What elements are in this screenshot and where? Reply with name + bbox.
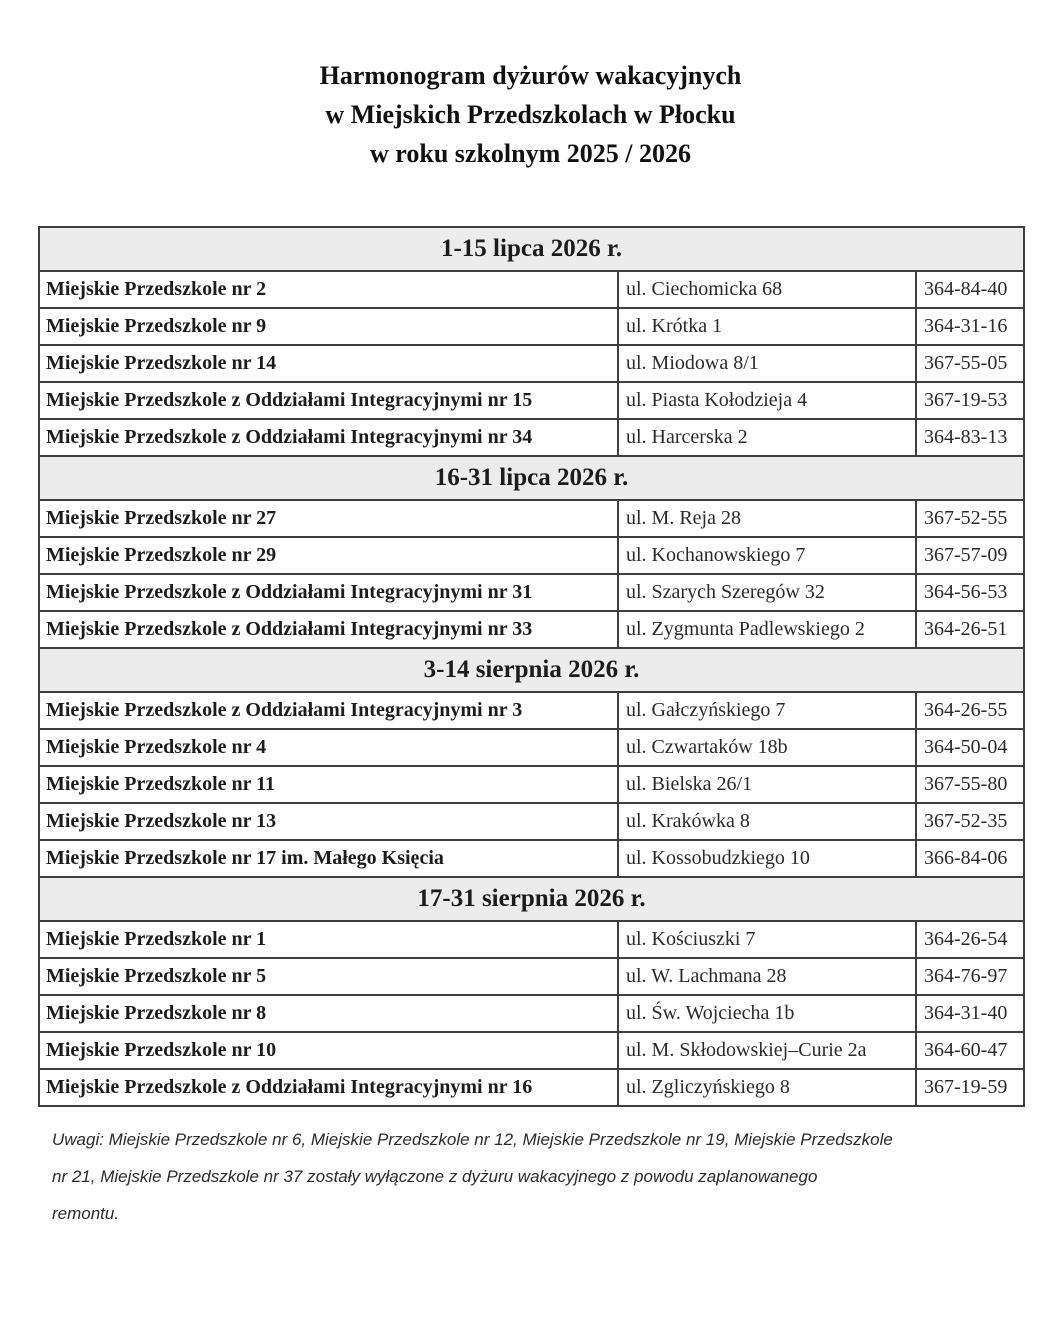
table-row bbox=[39, 308, 1024, 345]
preschool-address-cell: ul. Kochanowskiego 7 bbox=[618, 537, 916, 574]
section-date-header: 3-14 sierpnia 2026 r. bbox=[39, 648, 1024, 692]
table-row bbox=[39, 574, 1024, 611]
table-row bbox=[39, 271, 1024, 308]
table-row bbox=[39, 803, 1024, 840]
preschool-address-cell: ul. Bielska 26/1 bbox=[618, 766, 916, 803]
preschool-phone-cell: 364-83-13 bbox=[916, 419, 1024, 456]
preschool-name-cell: Miejskie Przedszkole z Oddziałami Integracyjnymi nr 31 bbox=[39, 574, 618, 611]
preschool-name-cell: Miejskie Przedszkole z Oddziałami Integracyjnymi nr 15 bbox=[39, 382, 618, 419]
preschool-address-cell: ul. Harcerska 2 bbox=[618, 419, 916, 456]
preschool-name-cell: Miejskie Przedszkole nr 27 bbox=[39, 500, 618, 537]
preschool-name-cell: Miejskie Przedszkole z Oddziałami Integracyjnymi nr 16 bbox=[39, 1069, 618, 1106]
preschool-phone-cell: 364-56-53 bbox=[916, 574, 1024, 611]
preschool-phone-cell: 367-55-80 bbox=[916, 766, 1024, 803]
preschool-phone-cell: 364-76-97 bbox=[916, 958, 1024, 995]
preschool-phone-cell: 364-26-51 bbox=[916, 611, 1024, 648]
table-row bbox=[39, 1032, 1024, 1069]
preschool-address-cell: ul. Piasta Kołodzieja 4 bbox=[618, 382, 916, 419]
duty-schedule-table bbox=[38, 226, 1025, 1107]
section-header-row bbox=[39, 648, 1024, 692]
section-date-header: 17-31 sierpnia 2026 r. bbox=[39, 877, 1024, 921]
preschool-name-cell: Miejskie Przedszkole nr 2 bbox=[39, 271, 618, 308]
section-date-header: 16-31 lipca 2026 r. bbox=[39, 456, 1024, 500]
preschool-address-cell: ul. Szarych Szeregów 32 bbox=[618, 574, 916, 611]
preschool-name-cell: Miejskie Przedszkole nr 10 bbox=[39, 1032, 618, 1069]
preschool-address-cell: ul. Krakówka 8 bbox=[618, 803, 916, 840]
preschool-name-cell: Miejskie Przedszkole nr 5 bbox=[39, 958, 618, 995]
preschool-phone-cell: 367-52-35 bbox=[916, 803, 1024, 840]
table-row bbox=[39, 958, 1024, 995]
table-row bbox=[39, 419, 1024, 456]
preschool-address-cell: ul. Św. Wojciecha 1b bbox=[618, 995, 916, 1032]
preschool-address-cell: ul. Zygmunta Padlewskiego 2 bbox=[618, 611, 916, 648]
preschool-phone-cell: 367-55-05 bbox=[916, 345, 1024, 382]
table-row bbox=[39, 382, 1024, 419]
table-row bbox=[39, 1069, 1024, 1106]
preschool-phone-cell: 364-84-40 bbox=[916, 271, 1024, 308]
preschool-address-cell: ul. Czwartaków 18b bbox=[618, 729, 916, 766]
footer-note-line-3: remontu. bbox=[52, 1204, 120, 1223]
preschool-phone-cell: 366-84-06 bbox=[916, 840, 1024, 877]
preschool-phone-cell: 364-26-55 bbox=[916, 692, 1024, 729]
preschool-phone-cell: 367-52-55 bbox=[916, 500, 1024, 537]
preschool-address-cell: ul. Zgliczyńskiego 8 bbox=[618, 1069, 916, 1106]
preschool-name-cell: Miejskie Przedszkole nr 4 bbox=[39, 729, 618, 766]
table-row bbox=[39, 840, 1024, 877]
preschool-phone-cell: 367-19-53 bbox=[916, 382, 1024, 419]
table-row bbox=[39, 537, 1024, 574]
preschool-address-cell: ul. M. Skłodowskiej–Curie 2a bbox=[618, 1032, 916, 1069]
preschool-address-cell: ul. Kościuszki 7 bbox=[618, 921, 916, 958]
preschool-phone-cell: 364-26-54 bbox=[916, 921, 1024, 958]
preschool-phone-cell: 367-19-59 bbox=[916, 1069, 1024, 1106]
section-header-row bbox=[39, 456, 1024, 500]
title-line-1: Harmonogram dyżurów wakacyjnych bbox=[319, 61, 742, 90]
preschool-name-cell: Miejskie Przedszkole nr 11 bbox=[39, 766, 618, 803]
preschool-phone-cell: 364-60-47 bbox=[916, 1032, 1024, 1069]
footer-note-line-1: Uwagi: Miejskie Przedszkole nr 6, Miejskie Przedszkole nr 12, Miejskie Przedszkole nr 19, Miejskie Przedszkole bbox=[52, 1130, 893, 1149]
section-header-row bbox=[39, 227, 1024, 271]
preschool-name-cell: Miejskie Przedszkole z Oddziałami Integracyjnymi nr 34 bbox=[39, 419, 618, 456]
preschool-phone-cell: 367-57-09 bbox=[916, 537, 1024, 574]
schedule-table-body bbox=[39, 227, 1024, 1106]
preschool-name-cell: Miejskie Przedszkole nr 29 bbox=[39, 537, 618, 574]
table-row bbox=[39, 766, 1024, 803]
preschool-address-cell: ul. Kossobudzkiego 10 bbox=[618, 840, 916, 877]
preschool-name-cell: Miejskie Przedszkole nr 9 bbox=[39, 308, 618, 345]
preschool-name-cell: Miejskie Przedszkole nr 1 bbox=[39, 921, 618, 958]
table-row bbox=[39, 345, 1024, 382]
preschool-name-cell: Miejskie Przedszkole z Oddziałami Integracyjnymi nr 3 bbox=[39, 692, 618, 729]
title-line-2: w Miejskich Przedszkolach w Płocku bbox=[325, 100, 736, 129]
preschool-name-cell: Miejskie Przedszkole nr 17 im. Małego Księcia bbox=[39, 840, 618, 877]
footer-note bbox=[52, 1121, 1021, 1232]
section-date-header: 1-15 lipca 2026 r. bbox=[39, 227, 1024, 271]
title-line-3: w roku szkolnym 2025 / 2026 bbox=[370, 139, 691, 168]
preschool-address-cell: ul. M. Reja 28 bbox=[618, 500, 916, 537]
preschool-name-cell: Miejskie Przedszkole nr 8 bbox=[39, 995, 618, 1032]
preschool-address-cell: ul. Ciechomicka 68 bbox=[618, 271, 916, 308]
preschool-phone-cell: 364-31-16 bbox=[916, 308, 1024, 345]
preschool-phone-cell: 364-50-04 bbox=[916, 729, 1024, 766]
footer-note-line-2: nr 21, Miejskie Przedszkole nr 37 zostały wyłączone z dyżuru wakacyjnego z powodu zaplanowanego bbox=[52, 1167, 818, 1186]
page-title bbox=[0, 56, 1061, 173]
section-header-row bbox=[39, 877, 1024, 921]
preschool-address-cell: ul. W. Lachmana 28 bbox=[618, 958, 916, 995]
preschool-address-cell: ul. Miodowa 8/1 bbox=[618, 345, 916, 382]
preschool-name-cell: Miejskie Przedszkole z Oddziałami Integracyjnymi nr 33 bbox=[39, 611, 618, 648]
preschool-phone-cell: 364-31-40 bbox=[916, 995, 1024, 1032]
table-row bbox=[39, 995, 1024, 1032]
table-row bbox=[39, 729, 1024, 766]
table-row bbox=[39, 921, 1024, 958]
preschool-address-cell: ul. Gałczyńskiego 7 bbox=[618, 692, 916, 729]
table-row bbox=[39, 692, 1024, 729]
preschool-name-cell: Miejskie Przedszkole nr 13 bbox=[39, 803, 618, 840]
preschool-name-cell: Miejskie Przedszkole nr 14 bbox=[39, 345, 618, 382]
preschool-address-cell: ul. Krótka 1 bbox=[618, 308, 916, 345]
table-row bbox=[39, 611, 1024, 648]
table-row bbox=[39, 500, 1024, 537]
